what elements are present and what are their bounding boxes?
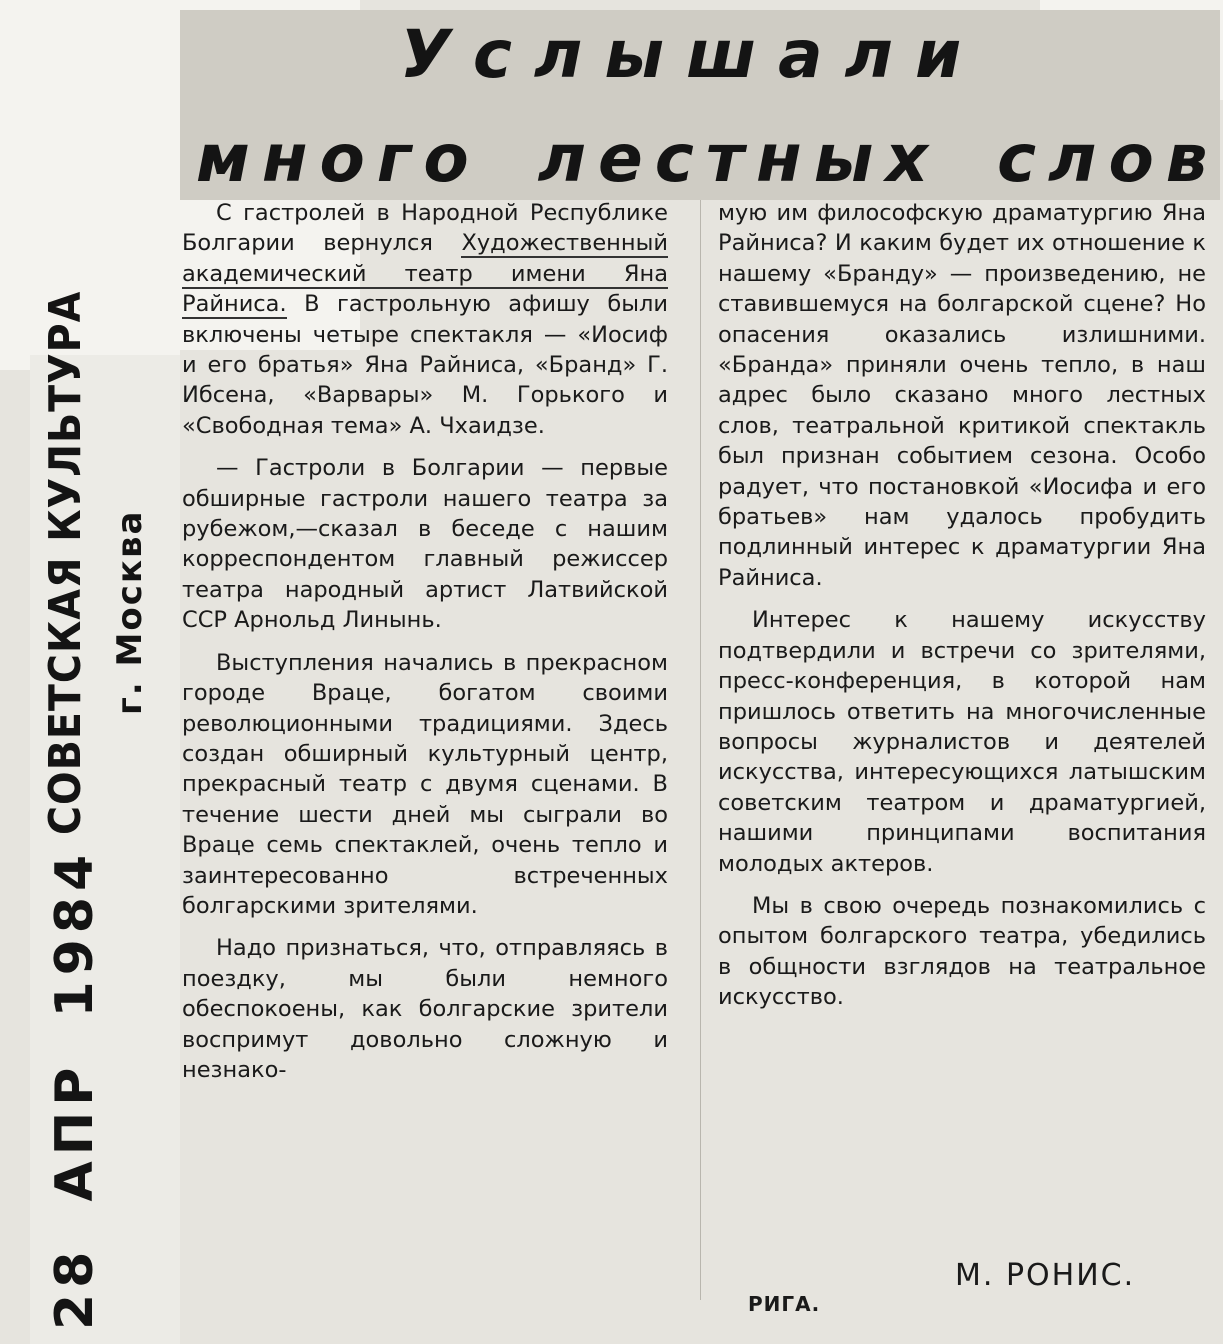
paragraph: мую им философскую драматургию Яна Райниса? И каким будет их отношение к нашему «Бранду» — произведению, не ставившемуся на болгарской сцене? Но опасения оказались излишними. «Бранда» приняли очень тепло, в наш адрес было сказано много лестных слов, театральной критикой спектакль был признан событием сезона. Особо радует, что постановкой «Иосифа и его братьев» нам удалось пробудить подлинный интерес к драматургии Яна Райниса.: [718, 200, 1206, 591]
dateline-city: РИГА.: [748, 1292, 821, 1316]
article-column-2: [718, 198, 1206, 1025]
paragraph-text: В гастрольную афишу были включены четыре спектакля — «Иосиф и его братья» Яна Райниса, «Бранд» Г. Ибсена, «Варвары» М. Горького и «Свободная тема» А. Чхаидзе.: [182, 291, 668, 439]
article-column-1: [182, 198, 668, 1097]
underlined-text: Художественный академический театр имени Яна Райниса.: [182, 230, 668, 318]
archive-stamp: [0, 290, 185, 1344]
paragraph: Выступления начались в прекрасном городе Враце, богатом своими революционными традициями. Здесь создан обширный культурный центр, прекрасный театр с двумя сценами. В течение шести дней мы сыграли во Враце семь спектаклей, очень тепло и заинтересованно встреченных болгарскими зрителями.: [182, 649, 668, 919]
author-signature: М. РОНИС.: [955, 1258, 1136, 1293]
column-divider: [700, 200, 701, 1300]
paragraph: Мы в свою очередь познакомились с опытом болгарского театра, убедились в общности взглядов на театральное искусство.: [718, 892, 1206, 1011]
paragraph: Интерес к нашему искусству подтвердили и встречи со зрителями, пресс-конференция, в которой нам пришлось ответить на многочисленные вопросы журналистов и деятелей искусства, интересующихся латышским советским театром и драматургией, нашими принципами воспитания молодых актеров.: [718, 607, 1206, 877]
headline-line-2: много лестных слов: [196, 120, 1220, 197]
stamp-date: 28 АПР 1984: [45, 848, 105, 1330]
paragraph: Надо признаться, что, отправляясь в поездку, мы были немного обеспокоены, как болгарские зрители воспримут довольно сложную и незнако-: [182, 935, 668, 1083]
stamp-city: г. Москва: [110, 509, 150, 715]
headline-line-1: Услышали: [400, 16, 984, 93]
paragraph: [182, 198, 668, 441]
stamp-newspaper-name: СОВЕТСКАЯ КУЛЬТУРА: [40, 290, 91, 835]
paragraph-text: С гастролей в Народной Республике Болгарии вернулся: [182, 200, 668, 257]
paragraph: — Гастроли в Болгарии — первые обширные гастроли нашего театра за рубежом,—сказал в беседе с нашим корреспондентом главный режиссер театра народный артист Латвийской ССР Арнольд Линынь.: [182, 455, 668, 634]
